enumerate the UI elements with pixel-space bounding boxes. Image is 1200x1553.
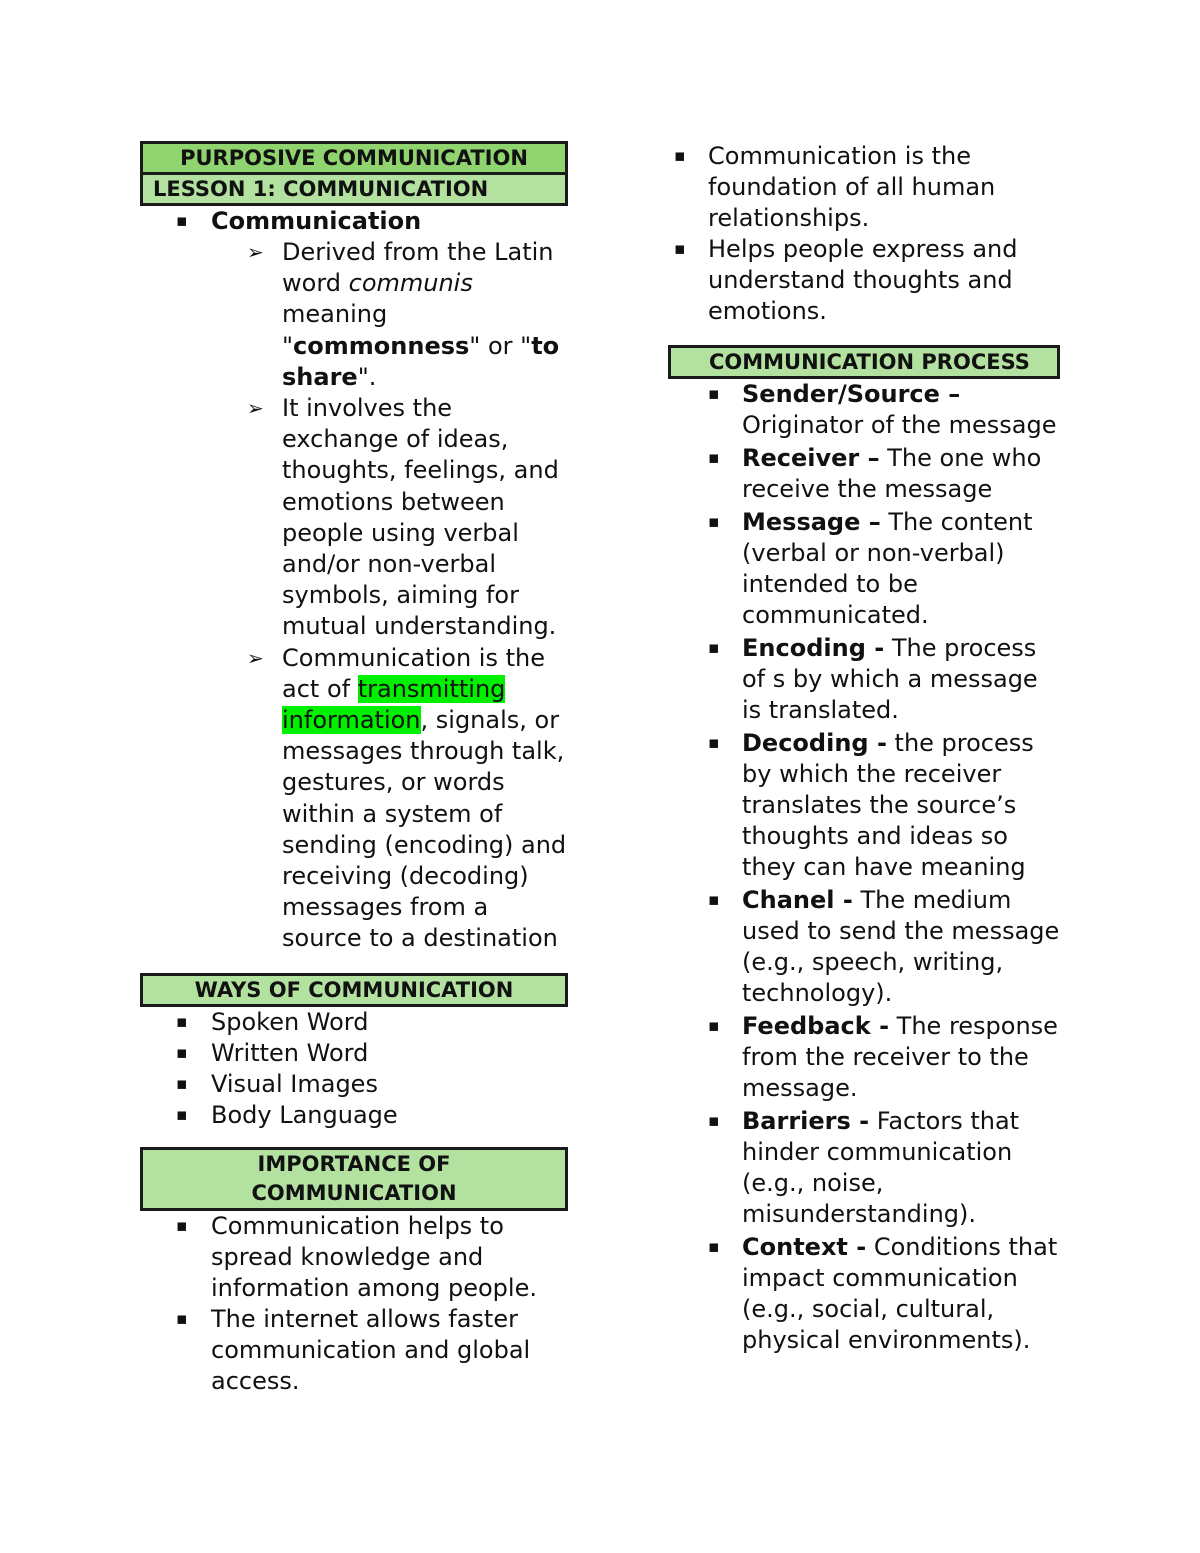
list-item: ▪ Feedback - The response from the receiver to the message. xyxy=(668,1011,1060,1104)
list-item: ▪ Communication is the foundation of all human relationships. xyxy=(668,141,1060,234)
process-list xyxy=(668,379,1060,1356)
left-column xyxy=(140,141,568,1397)
list-item: ▪ Encoding - The process of s by which a message is translated. xyxy=(668,633,1060,726)
process-term: Encoding - xyxy=(742,634,885,662)
list-item: ▪ Helps people express and understand thoughts and emotions. xyxy=(668,234,1060,327)
process-term: Chanel - xyxy=(742,886,853,914)
list-item: ▪ Spoken Word xyxy=(140,1007,568,1038)
list-item: ▪ Body Language xyxy=(140,1100,568,1131)
list-item: ➢ Communication is the act of transmitting information, signals, or messages through talk, gestures, or words within a system of sending (encoding) and receiving (decoding) messages from a source to a destination xyxy=(140,643,568,955)
list-item: ➢ Derived from the Latin word communis meaning "commonness" or "to share". xyxy=(140,237,568,393)
process-term: Decoding - xyxy=(742,729,887,757)
list-item: ▪ Sender/Source – Originator of the message xyxy=(668,379,1060,441)
list-item: ▪ Receiver – The one who receive the message xyxy=(668,443,1060,505)
list-item: ▪ Communication helps to spread knowledge and information among people. xyxy=(140,1211,568,1304)
process-header: COMMUNICATION PROCESS xyxy=(668,345,1060,379)
communication-term: Communication xyxy=(211,207,422,235)
list-item: ▪ Written Word xyxy=(140,1038,568,1069)
ways-header: WAYS OF COMMUNICATION xyxy=(140,973,568,1007)
communication-list xyxy=(140,206,568,237)
process-term: Context - xyxy=(742,1233,867,1261)
highlighted-text: transmitting information xyxy=(282,674,506,735)
communication-subpoints xyxy=(140,237,568,955)
ways-list xyxy=(140,1007,568,1131)
list-item: ▪ Barriers - Factors that hinder communication (e.g., noise, misunderstanding). xyxy=(668,1106,1060,1230)
list-item: ▪ Visual Images xyxy=(140,1069,568,1100)
list-item: ▪ Context - Conditions that impact communication (e.g., social, cultural, physical environments). xyxy=(668,1232,1060,1356)
list-item: ▪ Message – The content (verbal or non-verbal) intended to be communicated. xyxy=(668,507,1060,631)
process-term: Feedback - xyxy=(742,1012,890,1040)
list-item: ▪ The internet allows faster communication and global access. xyxy=(140,1304,568,1397)
importance-continued-list xyxy=(668,141,1060,327)
list-item: ▪ Decoding - the process by which the receiver translates the source’s thoughts and ideas so they can have meaning xyxy=(668,728,1060,883)
lesson-header: LESSON 1: COMMUNICATION xyxy=(140,175,568,206)
importance-header: IMPORTANCE OF COMMUNICATION xyxy=(140,1147,568,1211)
list-item: ➢ It involves the exchange of ideas, thoughts, feelings, and emotions between people using verbal and/or non-verbal symbols, aiming for mutual understanding. xyxy=(140,393,568,643)
process-term: Message – xyxy=(742,508,881,536)
list-item xyxy=(140,206,568,237)
right-column xyxy=(668,141,1060,1358)
importance-list xyxy=(140,1211,568,1397)
process-term: Receiver – xyxy=(742,444,880,472)
process-term: Sender/Source – xyxy=(742,380,961,408)
process-term: Barriers - xyxy=(742,1107,870,1135)
course-title-header: PURPOSIVE COMMUNICATION xyxy=(140,141,568,175)
list-item: ▪ Chanel - The medium used to send the message (e.g., speech, writing, technology). xyxy=(668,885,1060,1009)
latin-word: communis xyxy=(348,269,473,298)
